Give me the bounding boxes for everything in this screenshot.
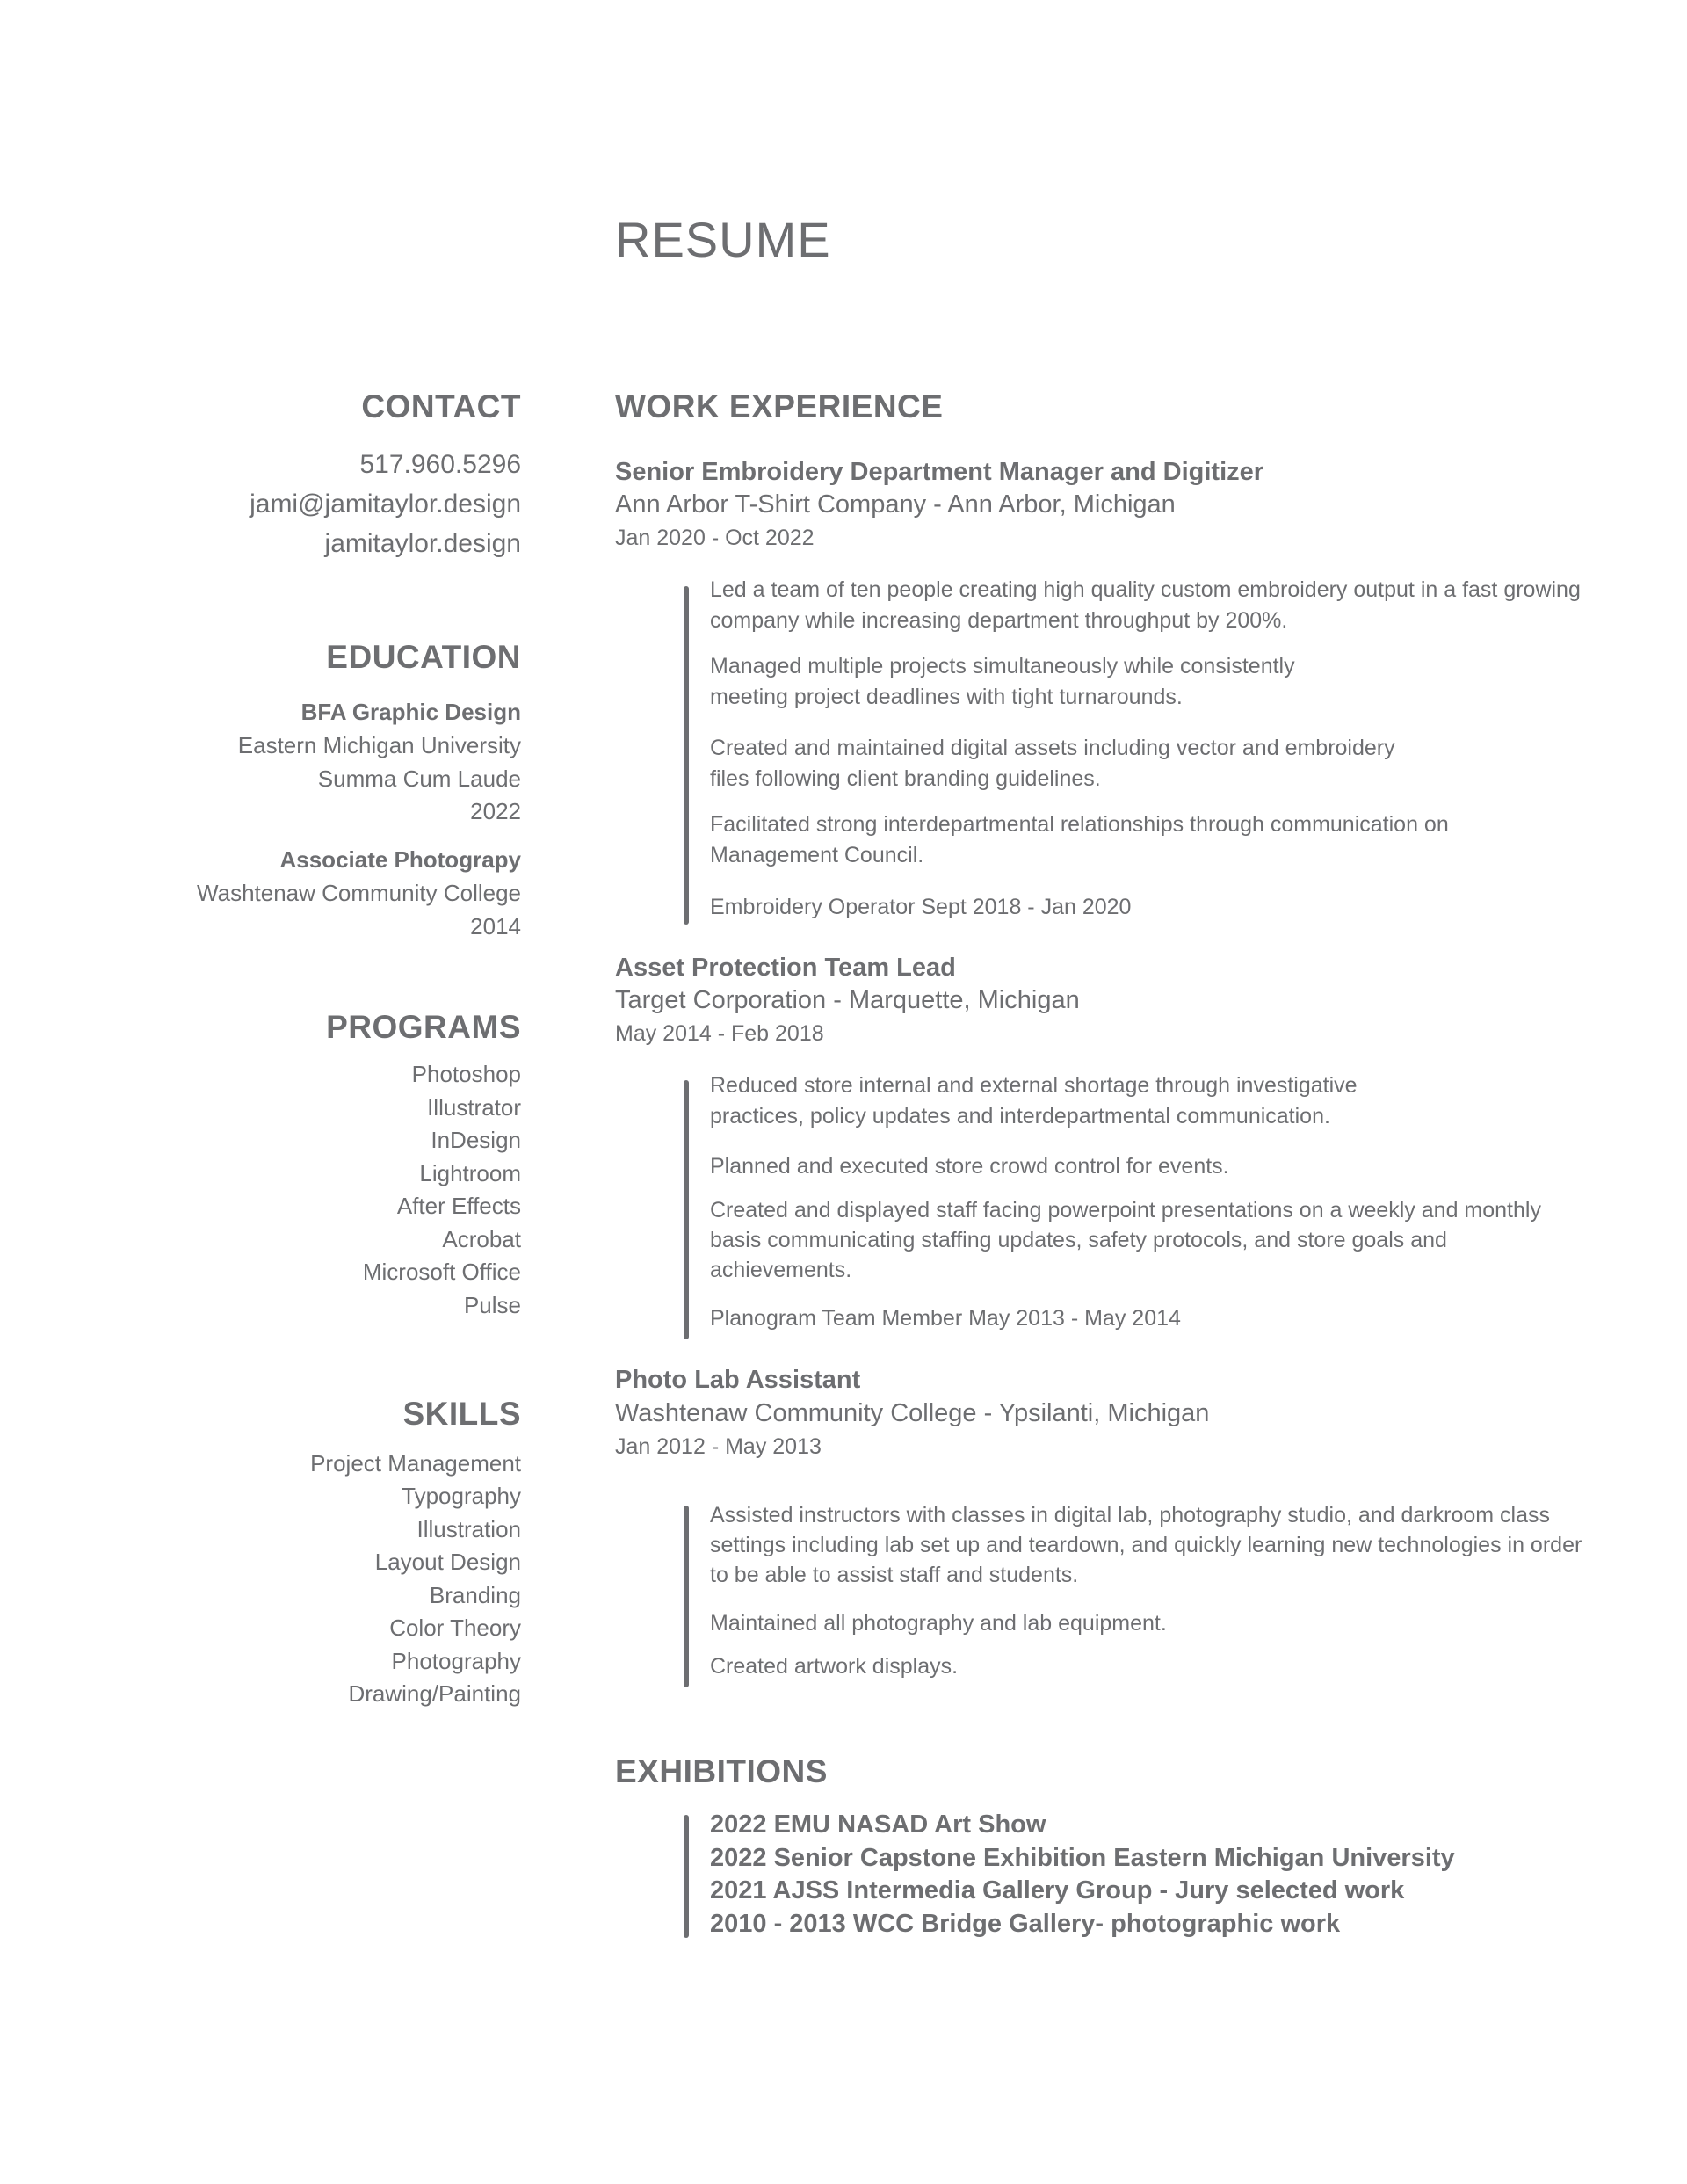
education-school: Washtenaw Community College — [197, 880, 521, 906]
job-bullet: Facilitated strong interdepartmental relationships through communication on Management Council. — [710, 812, 1449, 867]
job-company: Washtenaw Community College - Ypsilanti, Michigan — [615, 1399, 1210, 1427]
job-accent-bar — [684, 1080, 689, 1339]
education-degree: BFA Graphic Design — [300, 699, 521, 725]
skill-item: Drawing/Painting — [348, 1680, 521, 1707]
job-bullet: Led a team of ten people creating high quality custom embroidery output in a fast growing company while increasing department throughput by 200%. — [710, 577, 1581, 633]
skill-item: Typography — [402, 1483, 521, 1509]
work-heading: WORK EXPERIENCE — [615, 388, 944, 424]
program-item: Acrobat — [442, 1226, 521, 1252]
education-year: 2014 — [470, 913, 521, 940]
job-dates: May 2014 - Feb 2018 — [615, 1021, 824, 1046]
job-accent-bar — [684, 586, 689, 925]
job-dates: Jan 2020 - Oct 2022 — [615, 526, 815, 550]
job-bullet: Assisted instructors with classes in digital lab, photography studio, and darkroom class settings including lab set up and teardown, and quickly learning new technologies in order to be able to assist staff and students. — [710, 1503, 1582, 1587]
program-item: Photoshop — [411, 1061, 521, 1087]
exhibitions-accent-bar — [684, 1815, 689, 1938]
job-bullet: Managed multiple projects simultaneously while consistently meeting project deadlines with tight turnarounds. — [710, 654, 1295, 709]
page-title: RESUME — [615, 212, 831, 267]
skill-item: Project Management — [310, 1450, 521, 1477]
skills-heading: SKILLS — [402, 1396, 521, 1432]
program-item: After Effects — [396, 1193, 521, 1219]
education-school: Eastern Michigan University — [237, 732, 521, 758]
job-company: Target Corporation - Marquette, Michigan — [615, 986, 1080, 1014]
skill-item: Branding — [429, 1582, 521, 1608]
contact-phone: 517.960.5296 — [359, 450, 521, 479]
job-bullet: Planned and executed store crowd control for events. — [710, 1154, 1229, 1179]
education-degree: Associate Photograpy — [279, 846, 521, 873]
job-dates: Jan 2012 - May 2013 — [615, 1434, 822, 1459]
skill-item: Layout Design — [374, 1549, 521, 1575]
contact-email: jami@jamitaylor.design — [250, 490, 521, 519]
skill-item: Illustration — [416, 1516, 521, 1542]
job-bullet: Reduced store internal and external shortage through investigative practices, policy updates and interdepartmental communication. — [710, 1073, 1358, 1128]
job-bullet: Maintained all photography and lab equipment. — [710, 1611, 1167, 1636]
program-item: Microsoft Office — [362, 1259, 521, 1285]
job-title: Asset Protection Team Lead — [615, 954, 956, 982]
programs-heading: PROGRAMS — [326, 1009, 521, 1045]
program-item: Pulse — [463, 1292, 521, 1318]
job-bullet: Embroidery Operator Sept 2018 - Jan 2020 — [710, 895, 1132, 919]
job-bullet: Planogram Team Member May 2013 - May 2014 — [710, 1306, 1181, 1331]
program-item: Illustrator — [427, 1094, 521, 1121]
job-title: Senior Embroidery Department Manager and Digitizer — [615, 458, 1264, 486]
skill-item: Color Theory — [389, 1614, 521, 1641]
program-item: InDesign — [431, 1127, 521, 1153]
exhibition-item: 2010 - 2013 WCC Bridge Gallery- photographic work — [710, 1910, 1341, 1938]
skill-item: Photography — [391, 1648, 521, 1674]
job-company: Ann Arbor T-Shirt Company - Ann Arbor, Michigan — [615, 490, 1176, 519]
contact-heading: CONTACT — [361, 388, 521, 424]
contact-website: jamitaylor.design — [324, 529, 521, 558]
program-item: Lightroom — [419, 1160, 521, 1186]
exhibitions-heading: EXHIBITIONS — [615, 1753, 828, 1789]
job-accent-bar — [684, 1506, 689, 1687]
education-honor: Summa Cum Laude — [317, 765, 521, 792]
job-bullet: Created and displayed staff facing powerpoint presentations on a weekly and monthly basis communicating staffing updates, safety protocols, and store goals and achievements. — [710, 1198, 1541, 1282]
education-year: 2022 — [470, 798, 521, 824]
job-title: Photo Lab Assistant — [615, 1366, 861, 1394]
job-bullet: Created artwork displays. — [710, 1654, 959, 1679]
exhibition-item: 2021 AJSS Intermedia Gallery Group - Jury selected work — [710, 1876, 1405, 1905]
exhibition-item: 2022 EMU NASAD Art Show — [710, 1810, 1046, 1839]
education-heading: EDUCATION — [326, 639, 521, 675]
job-bullet: Created and maintained digital assets including vector and embroidery files following client branding guidelines. — [710, 736, 1395, 791]
exhibition-item: 2022 Senior Capstone Exhibition Eastern Michigan University — [710, 1844, 1455, 1872]
